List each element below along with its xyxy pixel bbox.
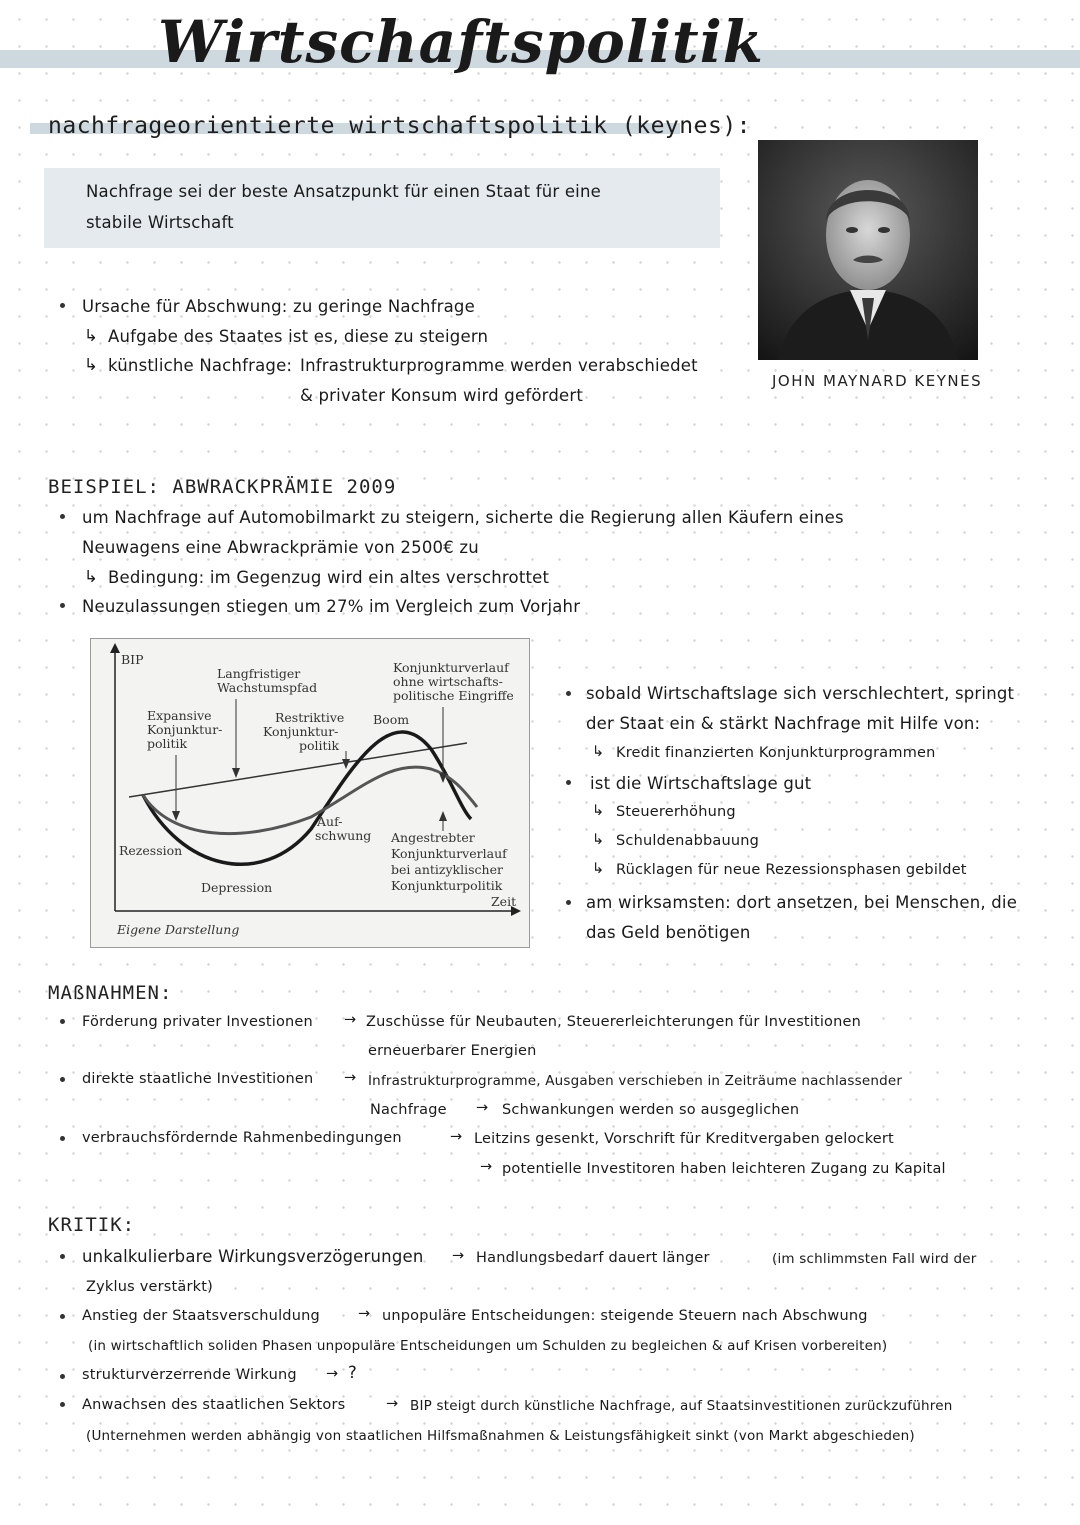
label-ohne-1: Konjunkturverlauf: [393, 660, 509, 675]
note-1-line-1: sobald Wirtschaftslage sich verschlechtert, springt: [586, 684, 1015, 703]
series-angestrebt: [143, 767, 477, 834]
chart-source: Eigene Darstellung: [117, 922, 240, 937]
label-restriktive-1: Restriktive: [275, 710, 345, 725]
critic-2-line-2: (in wirtschaftlich soliden Phasen unpopuläre Entscheidungen um Schulden zu begleichen & auf Krisen vorbereiten): [88, 1338, 888, 1354]
note-2-sub-2: Schuldenabbauung: [616, 833, 760, 849]
note-3-line-2: das Geld benötigen: [586, 923, 751, 942]
arrow-icon: ↳: [84, 567, 99, 586]
label-expansive-2: Konjunktur-: [147, 722, 223, 737]
label-ohne-2: ohne wirtschafts-: [393, 674, 503, 689]
cause-sub-2-text: Infrastrukturprogramme werden verabschiedet: [300, 356, 698, 375]
critic-2-text: unpopuläre Entscheidungen: steigende Steuern nach Abschwung: [382, 1308, 868, 1324]
bullet-dot: [566, 691, 571, 696]
arrow-icon: →: [452, 1248, 465, 1264]
critic-1-label: unkalkulierbare Wirkungsverzögerungen: [82, 1247, 424, 1266]
label-depression: Depression: [201, 880, 273, 895]
measures-heading: MAßNAHMEN:: [48, 982, 173, 1004]
label-expansive-1: Expansive: [147, 708, 212, 723]
critic-1-paren: (im schlimmsten Fall wird der: [772, 1251, 977, 1267]
intro-line-2: stabile Wirtschaft: [86, 213, 234, 232]
critic-3-text: ?: [348, 1363, 357, 1382]
cause-line: Ursache für Abschwung: zu geringe Nachfrage: [82, 297, 475, 316]
arrow-icon: →: [386, 1396, 399, 1412]
arrow-icon: →: [358, 1306, 371, 1322]
example-line-2: Neuwagens eine Abwrackprämie von 2500€ zu: [82, 538, 479, 557]
example-sub: Bedingung: im Gegenzug wird ein altes verschrottet: [108, 568, 550, 587]
critic-3-label: strukturverzerrende Wirkung: [82, 1367, 297, 1383]
bullet-dot: [60, 1019, 65, 1024]
intro-line-1: Nachfrage sei der beste Ansatzpunkt für einen Staat für eine: [86, 182, 601, 201]
bullet-dot: [566, 900, 571, 905]
bullet-dot: [60, 1402, 65, 1407]
measure-2-text-2b: Schwankungen werden so ausgeglichen: [502, 1102, 800, 1118]
example-line-3: Neuzulassungen stiegen um 27% im Vergleich zum Vorjahr: [82, 597, 581, 616]
critic-4-text: BIP steigt durch künstliche Nachfrage, auf Staatsinvestitionen zurückzuführen: [410, 1398, 953, 1414]
label-aufschwung-2: schwung: [315, 828, 372, 843]
measure-1-label: Förderung privater Investionen: [82, 1014, 313, 1030]
intro-box: [44, 168, 720, 248]
bullet-dot: [60, 1136, 65, 1141]
arrow-icon: ↳: [592, 832, 605, 848]
bullet-dot: [60, 1374, 65, 1379]
arrow-icon: ↳: [592, 744, 605, 760]
bullet-dot: [60, 303, 65, 308]
cause-sub-2-text-2: & privater Konsum wird gefördert: [300, 386, 583, 405]
note-2: ist die Wirtschaftslage gut: [590, 774, 812, 793]
arrow-icon: ↳: [592, 803, 605, 819]
bullet-dot: [60, 603, 65, 608]
label-angestrebt-2: Konjunkturverlauf: [391, 846, 507, 861]
note-2-sub-1: Steuererhöhung: [616, 804, 736, 820]
critic-1-line-2: Zyklus verstärkt): [86, 1279, 213, 1295]
label-aufschwung-1: Auf-: [317, 814, 343, 829]
arrow-icon: ↳: [84, 326, 99, 345]
note-3-line-1: am wirksamsten: dort ansetzen, bei Menschen, die: [586, 893, 1018, 912]
critic-4-line-2: (Unternehmen werden abhängig von staatlichen Hilfsmaßnahmen & Leistungsfähigkeit sinkt (von Markt abgeschieden): [86, 1428, 915, 1444]
note-1-sub: Kredit finanzierten Konjunkturprogrammen: [616, 745, 936, 761]
label-bip: BIP: [121, 652, 144, 667]
label-trend-2: Wachstumspfad: [217, 680, 318, 695]
measure-2-text: Infrastrukturprogramme, Ausgaben verschieben in Zeiträume nachlassender: [368, 1073, 903, 1089]
example-heading: BEISPIEL: ABWRACKPRÄMIE 2009: [48, 476, 397, 498]
business-cycle-chart: [90, 638, 530, 948]
measure-1-text: Zuschüsse für Neubauten, Steuererleichterungen für Investitionen: [366, 1014, 862, 1030]
bullet-dot: [60, 514, 65, 519]
arrow-icon: →: [450, 1129, 463, 1145]
bullet-dot: [60, 1254, 65, 1259]
bullet-dot: [566, 780, 571, 785]
page-title: Wirtschaftspolitik: [158, 8, 764, 76]
cause-sub-2-label: künstliche Nachfrage:: [108, 356, 293, 375]
trend-line: [129, 743, 467, 797]
bullet-dot: [60, 1314, 65, 1319]
critic-2-label: Anstieg der Staatsverschuldung: [82, 1308, 320, 1324]
critic-1-text: Handlungsbedarf dauert länger: [476, 1250, 710, 1266]
note-2-sub-3: Rücklagen für neue Rezessionsphasen gebildet: [616, 862, 967, 878]
criticism-heading: KRITIK:: [48, 1214, 136, 1236]
label-angestrebt-4: Konjunkturpolitik: [391, 878, 503, 893]
example-line-1: um Nachfrage auf Automobilmarkt zu steigern, sicherte die Regierung allen Käufern eines: [82, 508, 844, 527]
measure-3-text: Leitzins gesenkt, Vorschrift für Kreditvergaben gelockert: [474, 1131, 894, 1147]
note-1-line-2: der Staat ein & stärkt Nachfrage mit Hilfe von:: [586, 714, 981, 733]
measure-3-text-2: potentielle Investitoren haben leichteren Zugang zu Kapital: [502, 1161, 946, 1177]
measure-1-text-2: erneuerbarer Energien: [368, 1043, 537, 1059]
label-zeit: Zeit: [491, 894, 517, 909]
bullet-dot: [60, 1077, 65, 1082]
label-restriktive-3: politik: [299, 738, 340, 753]
measure-2-label: direkte staatliche Investitionen: [82, 1071, 314, 1087]
arrow-icon: →: [326, 1366, 339, 1382]
section-subtitle: nachfrageorientierte wirtschaftspolitik (keynes):: [48, 113, 752, 139]
critic-4-label: Anwachsen des staatlichen Sektors: [82, 1397, 346, 1413]
label-rezession: Rezession: [119, 843, 183, 858]
arrow-icon: →: [344, 1012, 357, 1028]
arrow-icon: →: [344, 1070, 357, 1086]
arrow-icon: →: [480, 1159, 493, 1175]
keynes-portrait: [758, 140, 978, 360]
label-expansive-3: politik: [147, 736, 188, 751]
label-angestrebt-3: bei antizyklischer: [391, 862, 503, 877]
measure-2-text-2a: Nachfrage: [370, 1102, 447, 1118]
measure-3-label: verbrauchsfördernde Rahmenbedingungen: [82, 1130, 402, 1146]
label-ohne-3: politische Eingriffe: [393, 688, 514, 703]
label-trend-1: Langfristiger: [217, 666, 301, 681]
label-boom: Boom: [373, 712, 410, 727]
label-angestrebt-1: Angestrebter: [391, 830, 475, 845]
cause-sub-1: Aufgabe des Staates ist es, diese zu steigern: [108, 327, 489, 346]
y-axis-arrow: [110, 643, 120, 653]
arrow-icon: ↳: [84, 355, 99, 374]
arrow-icon: ↳: [592, 861, 605, 877]
photo-caption: JOHN MAYNARD KEYNES: [772, 372, 983, 390]
arrow-icon: →: [476, 1100, 489, 1116]
label-restriktive-2: Konjunktur-: [263, 724, 339, 739]
